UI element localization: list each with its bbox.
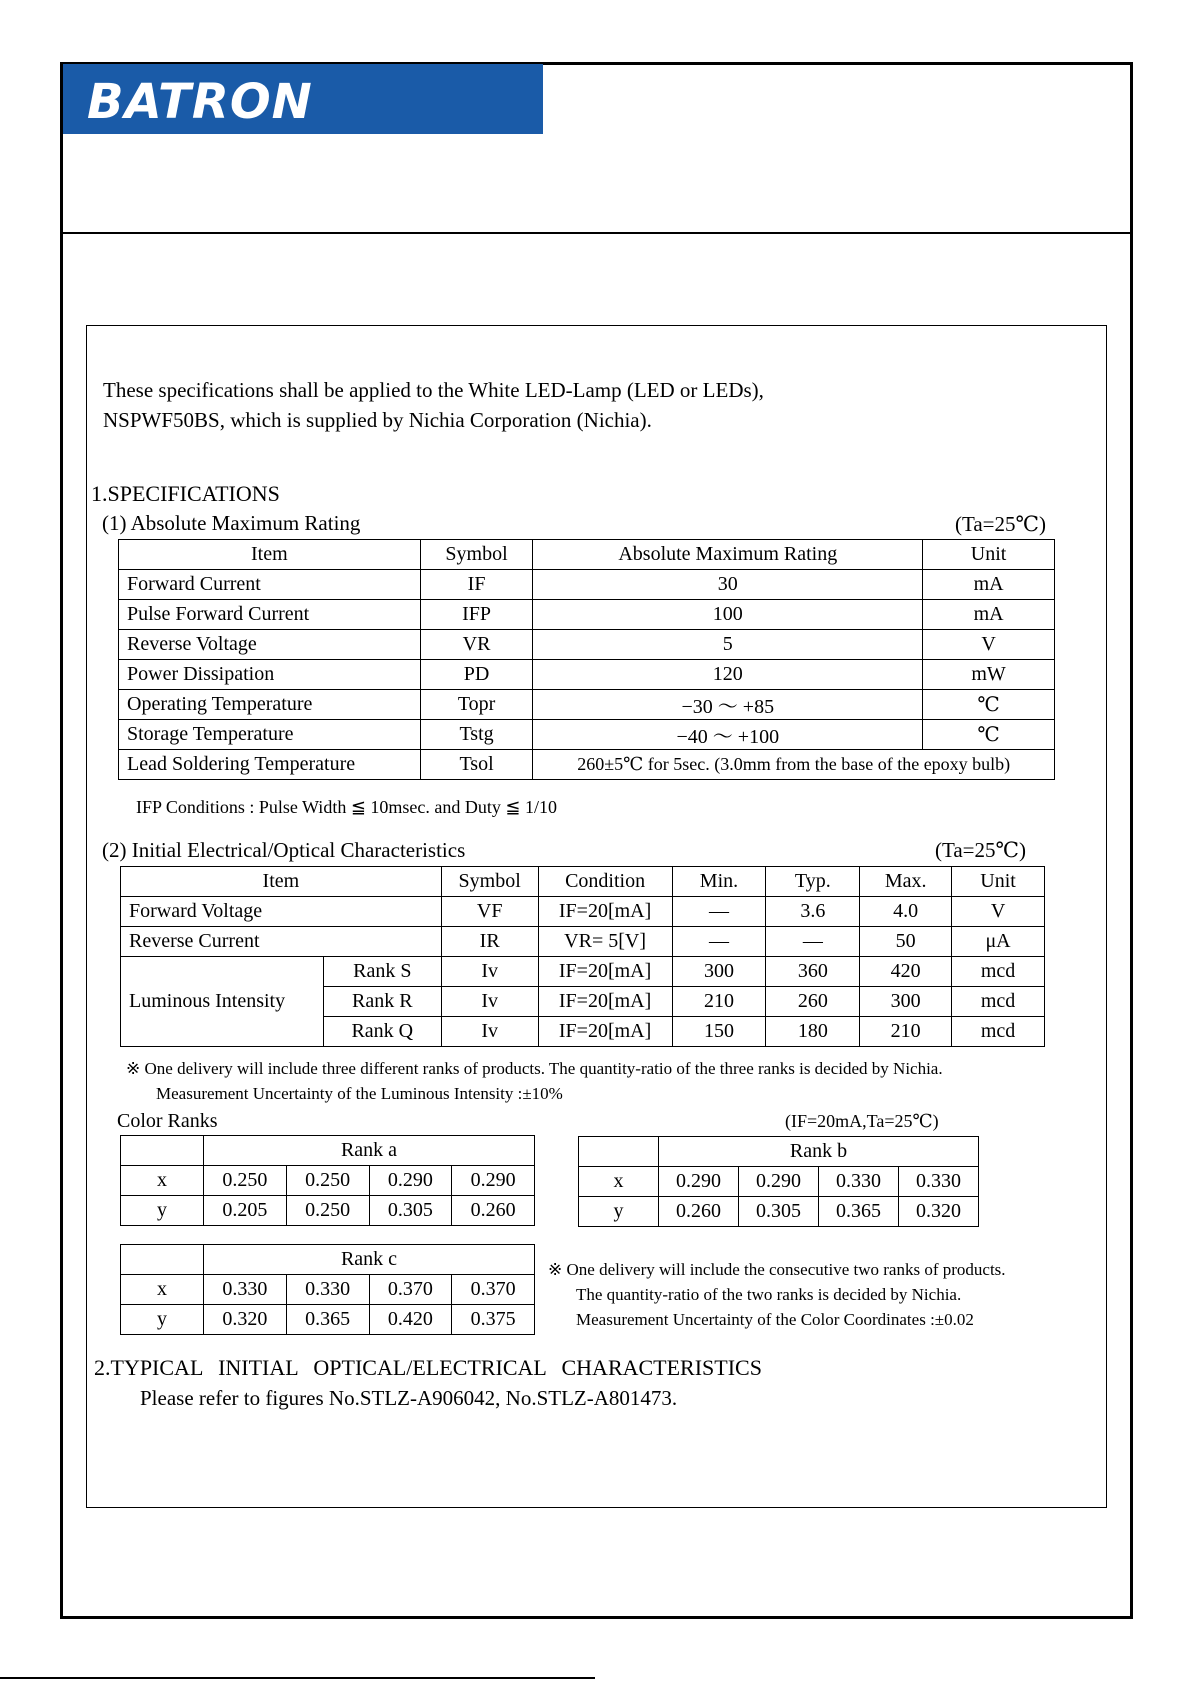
cell: VF [441, 897, 538, 927]
table-row [121, 1166, 535, 1196]
cell: 5 [533, 630, 923, 660]
rank-label: Rank b [659, 1137, 979, 1167]
table-header-row [121, 1136, 535, 1166]
table-row [579, 1197, 979, 1227]
color-ranks-title: Color Ranks [117, 1110, 218, 1132]
cell: Tsol [420, 750, 533, 780]
table-row [121, 897, 1045, 927]
cell: 0.330 [204, 1275, 287, 1305]
cell: Power Dissipation [119, 660, 421, 690]
blank-cell [121, 1136, 204, 1166]
cell: 0.205 [204, 1196, 287, 1226]
cell: Iv [441, 957, 538, 987]
ifp-conditions-note: IFP Conditions : Pulse Width ≦ 10msec. and Duty ≦ 1/10 [136, 797, 557, 817]
cell: 120 [533, 660, 923, 690]
amr-table [118, 539, 1055, 780]
cell: ℃ [923, 690, 1055, 720]
eoc-note-1: ※ One delivery will include three different ranks of products. The quantity-ratio of the three ranks is decided by Nichia. [126, 1059, 943, 1078]
cell: mA [923, 600, 1055, 630]
cell: Rank R [323, 987, 441, 1017]
table-row [119, 750, 1055, 780]
table-header-row [119, 540, 1055, 570]
header-cell: Min. [672, 867, 766, 897]
cell: 0.365 [819, 1197, 899, 1227]
logo-text: BATRON [87, 74, 313, 130]
cell: 0.260 [452, 1196, 535, 1226]
header-cell: Condition [538, 867, 672, 897]
header-cell: Item [121, 867, 442, 897]
cell: mcd [952, 957, 1045, 987]
rank-c-table [120, 1244, 535, 1335]
cell: Storage Temperature [119, 720, 421, 750]
table-row [121, 957, 1045, 987]
eoc-table [120, 866, 1045, 1047]
cell: 3.6 [766, 897, 860, 927]
cell: IF=20[mA] [538, 957, 672, 987]
cell: y [579, 1197, 659, 1227]
table-row [121, 1305, 535, 1335]
cell: V [952, 897, 1045, 927]
cell: PD [420, 660, 533, 690]
cell: 0.290 [739, 1167, 819, 1197]
header-cell: Symbol [420, 540, 533, 570]
cell: Iv [441, 987, 538, 1017]
rank-b-table [578, 1136, 979, 1227]
eoc-title: (2) Initial Electrical/Optical Characteristics [102, 838, 466, 862]
rank-a-table [120, 1135, 535, 1226]
cell: VR= 5[V] [538, 927, 672, 957]
table-row [119, 660, 1055, 690]
section1-title: 1.SPECIFICATIONS [91, 481, 280, 506]
cell: 100 [533, 600, 923, 630]
cell: −30 ～ +85 [533, 690, 923, 720]
table-row [119, 600, 1055, 630]
cell: 0.290 [452, 1166, 535, 1196]
table-row [121, 1196, 535, 1226]
cell: x [121, 1166, 204, 1196]
header-cell: Max. [860, 867, 952, 897]
cell: 150 [672, 1017, 766, 1047]
blank-cell [121, 1245, 204, 1275]
cell: 0.320 [204, 1305, 287, 1335]
amr-title: (1) Absolute Maximum Rating [102, 511, 361, 535]
section2-title: 2.TYPICAL INITIAL OPTICAL/ELECTRICAL CHARACTERISTICS [94, 1355, 762, 1380]
cell: 4.0 [860, 897, 952, 927]
color-ranks-condition: (IF=20mA,Ta=25℃) [785, 1111, 939, 1131]
cell: 260 [766, 987, 860, 1017]
table-row [121, 1275, 535, 1305]
batron-logo [63, 64, 543, 134]
table-row [121, 927, 1045, 957]
color-note-1: ※ One delivery will include the consecutive two ranks of products. [548, 1260, 1006, 1279]
cell: IF=20[mA] [538, 987, 672, 1017]
cell: Lead Soldering Temperature [119, 750, 421, 780]
cell: mA [923, 570, 1055, 600]
rank-label: Rank a [204, 1136, 535, 1166]
cell: 0.290 [659, 1167, 739, 1197]
cell: 0.370 [369, 1275, 452, 1305]
cell: V [923, 630, 1055, 660]
cell: 0.370 [452, 1275, 535, 1305]
cell: Iv [441, 1017, 538, 1047]
cell: 180 [766, 1017, 860, 1047]
eoc-note-2: Measurement Uncertainty of the Luminous Intensity :±10% [156, 1084, 563, 1103]
cell: mcd [952, 987, 1045, 1017]
cell: mcd [952, 1017, 1045, 1047]
table-row [119, 630, 1055, 660]
cell: 0.290 [369, 1166, 452, 1196]
cell: Operating Temperature [119, 690, 421, 720]
cell: IFP [420, 600, 533, 630]
cell: Reverse Current [121, 927, 442, 957]
cell: 0.250 [286, 1196, 369, 1226]
cell: 0.365 [286, 1305, 369, 1335]
cell: 0.320 [899, 1197, 979, 1227]
cell: 210 [672, 987, 766, 1017]
cell: IR [441, 927, 538, 957]
table-row [119, 570, 1055, 600]
cell: y [121, 1305, 204, 1335]
rank-label: Rank c [204, 1245, 535, 1275]
header-divider [60, 232, 1133, 234]
cell: 300 [860, 987, 952, 1017]
table-row [119, 720, 1055, 750]
intro-line-1: These specifications shall be applied to the White LED-Lamp (LED or LEDs), [103, 378, 764, 402]
header-cell: Unit [923, 540, 1055, 570]
cell: 50 [860, 927, 952, 957]
cell: 0.330 [899, 1167, 979, 1197]
cell: mW [923, 660, 1055, 690]
color-note-3: Measurement Uncertainty of the Color Coordinates :±0.02 [576, 1310, 974, 1329]
header-cell: Item [119, 540, 421, 570]
intro-line-2: NSPWF50BS, which is supplied by Nichia Corporation (Nichia). [103, 408, 652, 432]
cell: VR [420, 630, 533, 660]
cell: Forward Current [119, 570, 421, 600]
cell: Topr [420, 690, 533, 720]
cell: IF [420, 570, 533, 600]
section2-text: Please refer to figures No.STLZ-A906042, No.STLZ-A801473. [140, 1386, 678, 1410]
blank-cell [579, 1137, 659, 1167]
cell: 0.305 [369, 1196, 452, 1226]
cell: ― [672, 927, 766, 957]
header-cell: Absolute Maximum Rating [533, 540, 923, 570]
cell: ― [672, 897, 766, 927]
cell: Rank Q [323, 1017, 441, 1047]
cell: Forward Voltage [121, 897, 442, 927]
eoc-condition: (Ta=25℃) [935, 838, 1027, 862]
cell: 360 [766, 957, 860, 987]
cell: 0.330 [819, 1167, 899, 1197]
cell: Rank S [323, 957, 441, 987]
cell: 0.250 [204, 1166, 287, 1196]
cell: IF=20[mA] [538, 1017, 672, 1047]
cell: Tstg [420, 720, 533, 750]
table-header-row [121, 1245, 535, 1275]
cell: y [121, 1196, 204, 1226]
cell: IF=20[mA] [538, 897, 672, 927]
cell: 260±5℃ for 5sec. (3.0mm from the base of the epoxy bulb) [533, 750, 1055, 780]
amr-condition: (Ta=25℃) [955, 512, 1047, 536]
cell: Pulse Forward Current [119, 600, 421, 630]
cell: 420 [860, 957, 952, 987]
cell: 30 [533, 570, 923, 600]
cell: 0.420 [369, 1305, 452, 1335]
cell: x [579, 1167, 659, 1197]
table-header-row [121, 867, 1045, 897]
cell: x [121, 1275, 204, 1305]
table-row [119, 690, 1055, 720]
cell: Luminous Intensity [121, 957, 324, 1047]
cell: 210 [860, 1017, 952, 1047]
header-cell: Symbol [441, 867, 538, 897]
cell: 0.260 [659, 1197, 739, 1227]
cell: 0.305 [739, 1197, 819, 1227]
cell: ― [766, 927, 860, 957]
cell: 0.250 [286, 1166, 369, 1196]
cell: −40 ～ +100 [533, 720, 923, 750]
cell: 0.375 [452, 1305, 535, 1335]
header-cell: Unit [952, 867, 1045, 897]
table-header-row [579, 1137, 979, 1167]
table-row [579, 1167, 979, 1197]
cell: Reverse Voltage [119, 630, 421, 660]
cell: μA [952, 927, 1045, 957]
cell: 300 [672, 957, 766, 987]
cell: 0.330 [286, 1275, 369, 1305]
cell: ℃ [923, 720, 1055, 750]
header-cell: Typ. [766, 867, 860, 897]
color-note-2: The quantity-ratio of the two ranks is decided by Nichia. [576, 1285, 962, 1304]
bottom-edge-line [0, 1677, 595, 1679]
